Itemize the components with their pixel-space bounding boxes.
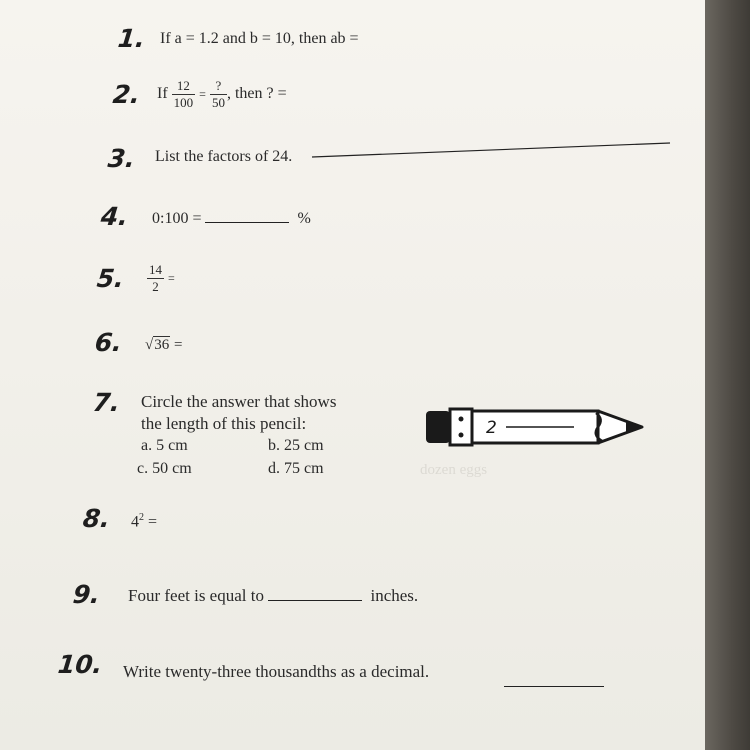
answer-blank-line[interactable] [310, 140, 672, 160]
question-number: 4. [99, 202, 130, 231]
question-text [152, 208, 311, 228]
equals-sign: = [173, 337, 183, 353]
fraction-denominator: 100 [173, 95, 194, 110]
ratio-expression: 0:100 = [152, 210, 202, 227]
question-number: 7. [91, 388, 122, 417]
fraction-denominator: 50 [211, 95, 225, 110]
equals-sign: = [168, 271, 175, 286]
answer-option-c[interactable]: c. 50 cm [137, 460, 192, 477]
question-number: 9. [71, 580, 102, 609]
question-text: List the factors of 24. [155, 148, 293, 165]
answer-blank[interactable] [268, 586, 362, 601]
question-number: 10. [56, 650, 104, 679]
question-text [128, 586, 418, 606]
question-number: 1. [116, 24, 147, 53]
question-line: the length of this pencil: [141, 414, 307, 433]
equals-sign: = [199, 87, 206, 102]
fraction [210, 78, 227, 111]
question-line: Circle the answer that shows [141, 392, 337, 411]
exponent-base: 4 [131, 513, 139, 531]
question-suffix: , then ? = [226, 85, 287, 103]
question-number: 5. [95, 264, 126, 293]
answer-blank[interactable] [205, 208, 289, 223]
answer-blank[interactable] [504, 672, 604, 687]
question-prefix: Four feet is equal to [128, 586, 264, 605]
fraction-numerator: ? [210, 78, 227, 95]
pencil-label: 2 [486, 418, 497, 438]
table-background [705, 0, 750, 750]
answer-option-d[interactable]: d. 75 cm [268, 460, 324, 477]
answer-option-b[interactable]: b. 25 cm [268, 437, 324, 454]
fraction [172, 78, 196, 111]
question-text [131, 512, 157, 531]
fraction-numerator: 12 [172, 78, 196, 95]
radicand: 36 [154, 337, 170, 353]
question-text [145, 336, 182, 354]
bleed-through-text: dozen eggs [420, 462, 488, 478]
unit-label: inches. [370, 586, 419, 605]
radical-sign: √ [145, 337, 154, 353]
question-text: If a = 1.2 and b = 10, then ab = [160, 30, 359, 47]
exponent: 2 [139, 512, 144, 523]
question-number: 2. [111, 80, 142, 109]
answer-option-a[interactable]: a. 5 cm [141, 437, 188, 454]
question-number: 8. [81, 504, 112, 533]
question-number: 3. [106, 144, 137, 173]
equals-sign: = [148, 513, 158, 531]
fraction [147, 262, 164, 295]
percent-sign: % [297, 210, 311, 227]
question-prefix: If [157, 85, 168, 103]
fraction-denominator: 2 [152, 279, 159, 294]
question-text [157, 78, 287, 111]
question-text: Write twenty-three thousandths as a decimal. [123, 662, 430, 681]
fraction-numerator: 14 [149, 262, 162, 277]
question-text [147, 262, 175, 295]
pencil-icon [424, 403, 648, 451]
question-number: 6. [93, 328, 124, 357]
